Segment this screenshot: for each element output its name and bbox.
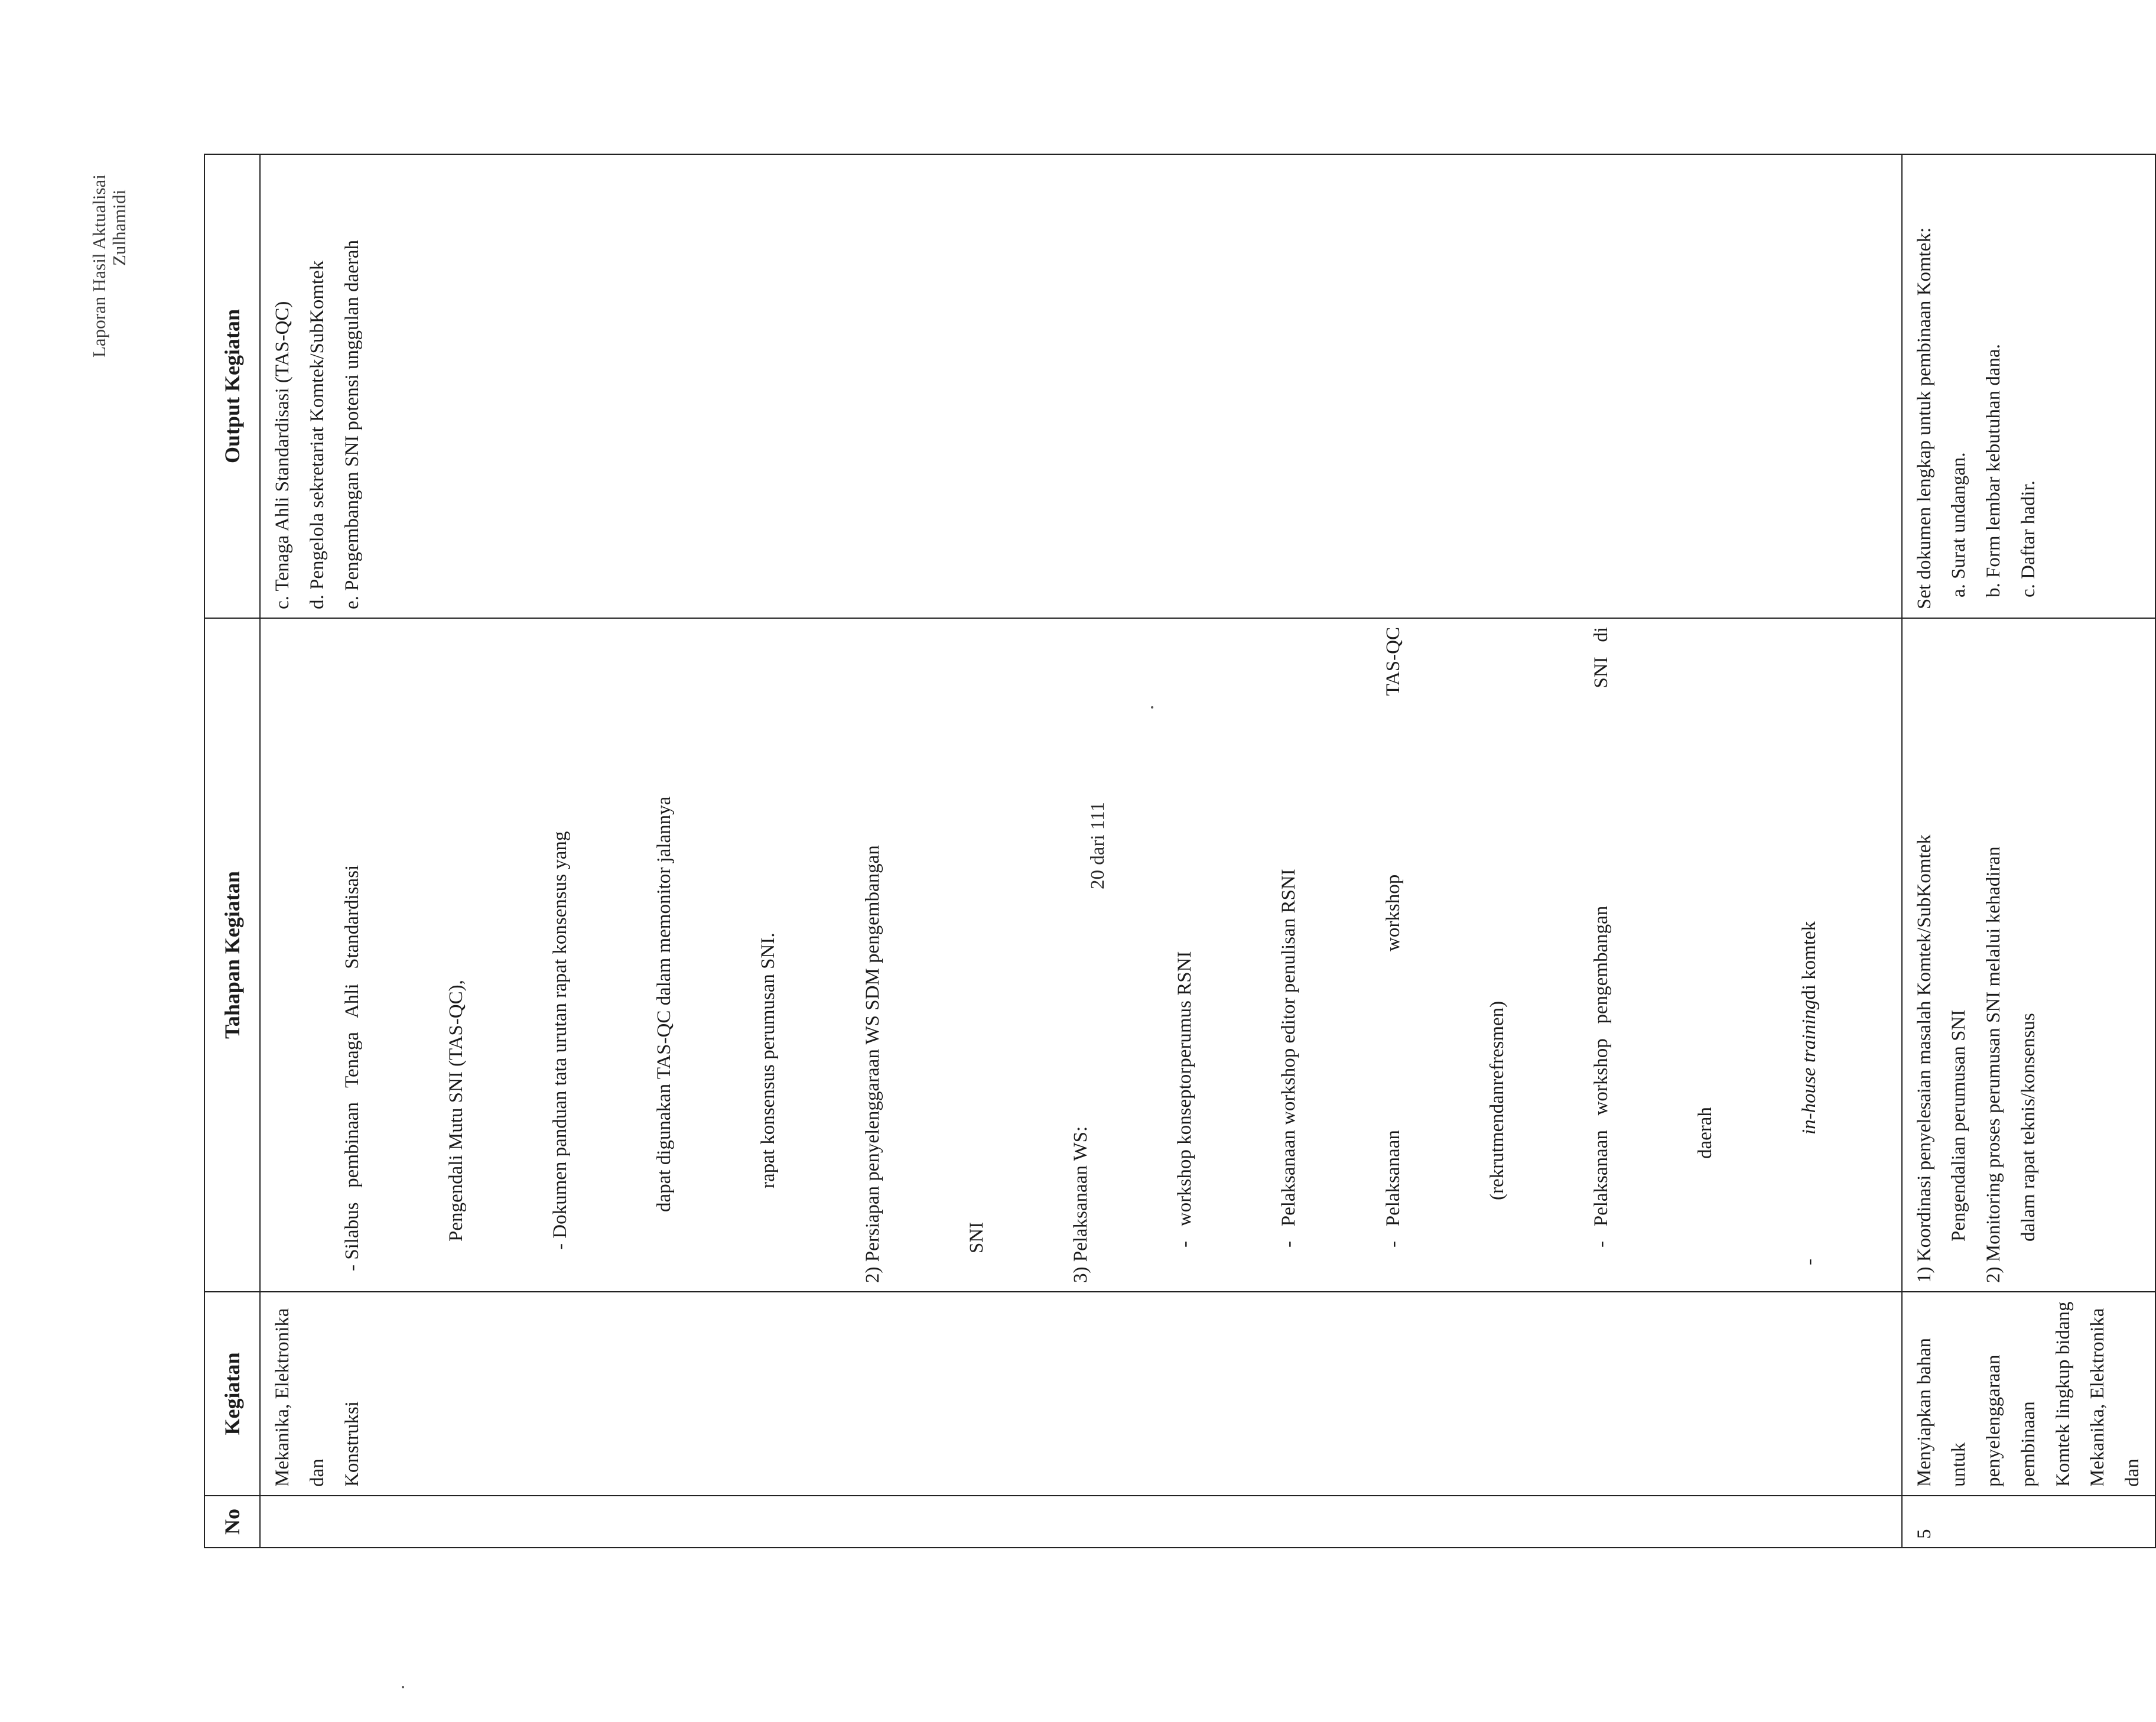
table-header-row bbox=[204, 154, 260, 1548]
cell-output bbox=[1902, 154, 2155, 618]
tahapan-line: rapat konsensus perumusan SNI. bbox=[757, 933, 779, 1188]
page-number: 20 dari 111 bbox=[1087, 802, 1108, 889]
activity-table bbox=[204, 154, 2156, 1548]
tahapan-fragment: di komtek bbox=[1799, 921, 1820, 1000]
cell-tahapan bbox=[1902, 618, 2155, 1292]
output-item: a. Surat undangan. bbox=[1948, 452, 1970, 597]
output-item: e. Pengembangan SNI potensi unggulan daerah bbox=[341, 239, 363, 609]
tahapan-line: Pengendalian perumusan SNI bbox=[1948, 1009, 1970, 1242]
output-item: d. Pengelola sekretariat Komtek/SubKomtek bbox=[306, 260, 328, 609]
kegiatan-line: Konstruksi bbox=[341, 1401, 363, 1487]
tahapan-line: daerah bbox=[1695, 1107, 1716, 1159]
tahapan-line bbox=[1584, 627, 1619, 1283]
tahapan-line: dalam rapat teknis/konsensus bbox=[2017, 1013, 2039, 1242]
tahapan-fragment: workshop bbox=[1382, 874, 1404, 951]
tahapan-line: Pengendali Mutu SNI (TAS-QC), bbox=[445, 980, 467, 1242]
tahapan-line: (rekrutmendanrefresmen) bbox=[1486, 1000, 1508, 1200]
tahapan-line: dapat digunakan TAS-QC dalam memonitor jalannya bbox=[653, 796, 675, 1212]
output-item: c. Daftar hadir. bbox=[2017, 480, 2039, 597]
kegiatan-line: Komtek lingkup bidang bbox=[2052, 1301, 2074, 1487]
tahapan-line: 1) Koordinasi penyelesaian masalah Komtek/SubKomtek bbox=[1913, 834, 1935, 1283]
scan-speck bbox=[402, 1686, 404, 1688]
kegiatan-line: Mekanika, Elektronika dan bbox=[2087, 1308, 2143, 1487]
cell-no bbox=[260, 1496, 1902, 1548]
table-row bbox=[260, 154, 1902, 1548]
tahapan-line: - Pelaksanaan workshop editor penulisan RSNI bbox=[1278, 869, 1300, 1247]
cell-output bbox=[260, 154, 1902, 618]
tahapan-italic: in-house training bbox=[1799, 999, 1820, 1135]
tahapan-fragment: - Pelaksanaan bbox=[1382, 1130, 1404, 1247]
tahapan-line: - Dokumen panduan tata urutan rapat konsensus yang bbox=[549, 831, 571, 1250]
cell-kegiatan bbox=[1902, 1292, 2155, 1496]
tahapan-line bbox=[1376, 627, 1411, 1283]
page-header bbox=[89, 163, 136, 375]
header-author: Zulhamidi bbox=[109, 189, 129, 266]
header-title: Laporan Hasil Aktualisai bbox=[89, 174, 109, 358]
tahapan-line: SNI bbox=[965, 1221, 987, 1253]
output-item: b. Form lembar kebutuhan dana. bbox=[1983, 344, 2005, 597]
header-output: Output Kegiatan bbox=[204, 154, 260, 618]
tahapan-line bbox=[1792, 627, 1827, 1283]
tahapan-line: - workshop konseptorperumus RSNI bbox=[1174, 951, 1196, 1247]
header-tahapan: Tahapan Kegiatan bbox=[204, 618, 260, 1292]
cell-tahapan bbox=[260, 618, 1902, 1292]
kegiatan-line: Mekanika, Elektronika dan bbox=[272, 1308, 328, 1487]
table-row bbox=[1902, 154, 2155, 1548]
kegiatan-line: penyelenggaraan pembinaan bbox=[1983, 1354, 2039, 1487]
tahapan-fragment: SNI di bbox=[1590, 627, 1612, 688]
kegiatan-line: Menyiapkan bahan untuk bbox=[1913, 1338, 1970, 1487]
cell-no: 5 bbox=[1902, 1496, 2155, 1548]
header-kegiatan: Kegiatan bbox=[204, 1292, 260, 1496]
output-item: c. Tenaga Ahli Standardisasi (TAS-QC) bbox=[272, 301, 294, 609]
tahapan-line: 2) Monitoring proses perumusan SNI melalui kehadiran bbox=[1983, 846, 2005, 1283]
tahapan-line: 2) Persiapan penyelenggaraan WS SDM pengembangan bbox=[861, 845, 883, 1283]
output-item: Set dokumen lengkap untuk pembinaan Komtek: bbox=[1913, 227, 1935, 609]
tahapan-dash: - bbox=[1799, 1259, 1820, 1265]
cell-kegiatan bbox=[260, 1292, 1902, 1496]
tahapan-line: 3) Pelaksanaan WS: bbox=[1069, 1126, 1091, 1283]
tahapan-fragment: - Pelaksanaan workshop pengembangan bbox=[1590, 905, 1612, 1247]
tahapan-fragment: TAS-QC bbox=[1382, 627, 1404, 696]
tahapan-line: - Silabus pembinaan Tenaga Ahli Standardisasi bbox=[341, 865, 363, 1271]
header-no: No bbox=[204, 1496, 260, 1548]
